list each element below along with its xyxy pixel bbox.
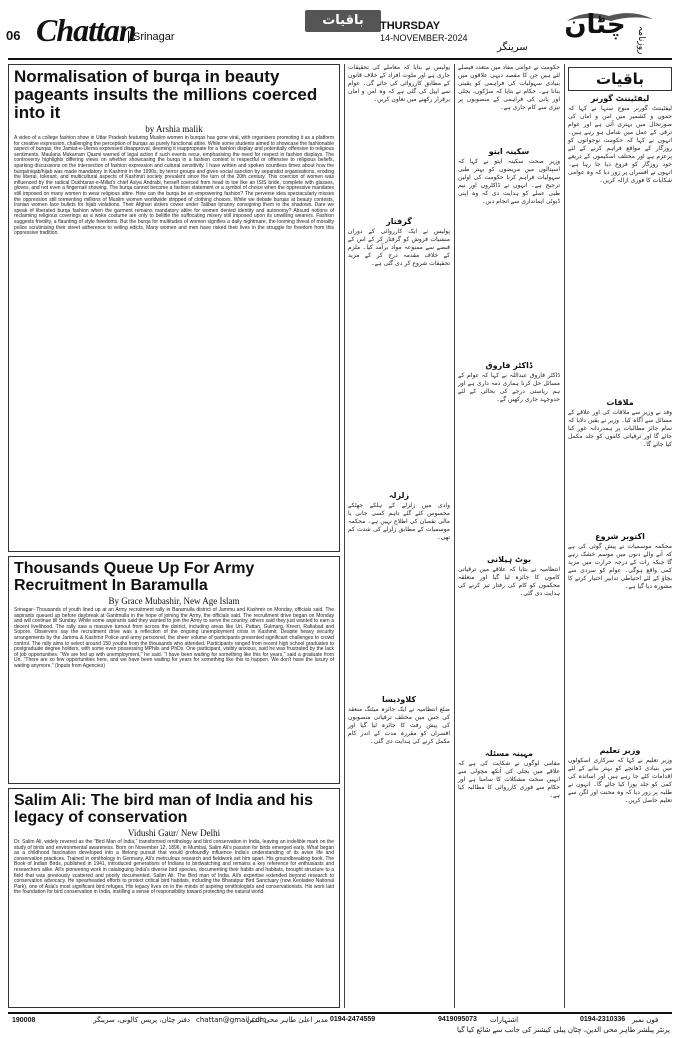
- masthead-day: THURSDAY: [380, 20, 441, 32]
- article-headline: Thousands Queue Up For Army Recruitment In Baramulla: [14, 560, 255, 594]
- footer-address: دفتر چٹان، پریس کالونی، سرینگر: [93, 1016, 190, 1024]
- urdu-text: پولیس نے بتایا کہ معاملے کی تحقیقات جاری ہے اور ملوث افراد کے خلاف قانون کے مطابق کارروائی کی جائے گی۔ عوام سے اپیل کی گئی ہے کہ وہ امن و امان برقرار رکھنے میں تعاون کریں۔: [348, 64, 450, 103]
- urdu-text: ڈاکٹر فاروق عبداللہ نے کہا کہ عوام کے مسائل حل کرنا ہماری ذمہ داری ہے اور ہم ریاستی درجے کی بحالی کے لئے جدوجہد جاری رکھیں گے۔: [458, 372, 560, 403]
- urdu-text: وادی میں زلزلے کے ہلکے جھٹکے محسوس کئے گئے تاہم کسی جانی یا مالی نقصان کی اطلاع نہیں ہے۔ محکمہ موسمیات کے مطابق زلزلے کی شدت کم تھی۔: [348, 502, 450, 541]
- urdu-subhead: اکتوبر شروع: [595, 532, 645, 541]
- article-burqa: [8, 64, 340, 552]
- footer-publisher: پرنٹر پبلشر طاہر محی الدین، چٹان پبلی کیشنز کی جانب سے شائع کیا گیا: [456, 1026, 670, 1034]
- urdu-text: پولیس نے ایک کارروائی کے دوران منشیات فروش کو گرفتار کر کے اس کے قبضے سے ممنوعہ مواد برآمد کیا۔ ملزم کے خلاف مقدمہ درج کر کے مزید تحقیقات شروع کر دی گئی ہے۔: [348, 228, 450, 267]
- daily-label-urdu: روزنامہ: [636, 26, 646, 55]
- urdu-text: لیفٹیننٹ گورنر منوج سنہا نے کہا کہ جموں و کشمیر میں امن و امان کی صورتحال میں بہتری آئی ہے اور عوام ترقی کے عمل میں شامل ہو رہے ہیں۔ انہوں نے کہا کہ حکومت نوجوانوں کو روزگار کے مواقع فراہم کرنے کے لئے پرعزم ہے اور مختلف اسکیموں کے ذریعے خود روزگار کو فروغ دیا جا رہا ہے۔ انہوں نے افسران پر زور دیا کہ وہ عوامی شکایات کا فوری ازالہ کریں۔: [568, 105, 672, 184]
- article-salim-ali: [8, 788, 340, 1008]
- urdu-section-tag: باقیات: [305, 10, 381, 32]
- urdu-subhead: بوٹ ہیلانی: [487, 555, 531, 564]
- urdu-subhead: وزیر تعلیم: [599, 746, 641, 755]
- article-body: A video of a college fashion show in Uttar Pradesh featuring Muslim women in burqas has gone viral, with organisers promoting it as a platform for creative expression, challenging the perception of burqas as purely functional attire. While some students aimed to showcase the fashionable aspect of burqas, the Jamiat-e-Ulema expressed disapproval, deeming it inappropriate for a fashion display and potentially offensive to religious sentiments. Maulana Mukarram Qasmi warned of legal action if such events recur, emphasising the need for respect in fashion displays. The controversy highlights differing views on whether showcasing the burqa in a fashion context is respectful or offensive to religious beliefs, sparking discussions on the intersection of fashion expression and cultural sensitivity. I have written and spoken countless times about how the burqa/niqab/hijab was made mandatory in Kashmir in the 1990s, by terror groups and given social sanction by separatist organisations, eroding the liberal, tolerant, and multicultural aspects of Kashmiri society prevalent since the turn of the 20th century. This coercion of women was influenced by the radical Dukhtaran-e-Millat's chief Asiya Andrabi, herself coerced from head to toe like an ISIS bride, complete with glasses, gloves, and not even a fingernail showing. The burqa cannot become a fashion statement or a symbol of choice when the oppressive mandates still imposed on many women to wear religious attire. How can the burqa be an empowering fashion? The perverse idea spectacularly misses the oppression still tormenting millions of Muslim women worldwide stripped of clothing choices. While we debate burqas at beauty contests, Iranian women face bullets for hijab violations. Their Afghan sisters cower under Taliban tyranny consigning them to the shadows. Dare we speak of liberated burqa fashion when the garment remains mandatory attire for women denied identity and autonomy? Absurd notions of reclaiming religious coverings as a woke costume are only to belittle the suffocating misery still imposed upon its unwilling wearers. Fashion suggests frivolity, a flaunting of style freedoms. But the burqa for multitudes of women signifies a daily nightmare, the looming threat of morality police scrutinising their street adherence to veiling edicts. Many women and men have risked their lives in the struggle for freedom from this oppressive tradition.: [14, 135, 334, 237]
- article-byline: by Arshia malik: [145, 124, 203, 134]
- urdu-brand-logo: چٹان: [564, 10, 626, 40]
- footer-phone-2: 9419095073: [438, 1016, 477, 1023]
- article-body: Srinagar- Thousands of youth lined up at an Army recruitment rally in Baramulla district of Jammu and Kashmir on Monday, officials said. The aspirants queued up before daybreak at Gantmulla in the hope of joining the Army, the officials said. The recruitment drive began on Monday and will continue till Sunday. While some aspirants said they wanted to join the Army to serve the country, others said they just wanted to earn a decent livelihood. The rally saw a massive turnout from across the district, including areas like Uri, Pattan, Gulmarg, Kreeri, Rafiabad and Sopore. Observers say the recruitment drive was a reflection of the ongoing unemployment crisis in Kashmir. Despite heavy security arrangements by the Jammu & Kashmir Police and army personnel, the sheer volume of participants presented significant challenges to crowd control. The rally aims to select around 150 youths from the thousands who attended. Participants ranged from recent high school graduates to postgraduate degree holders, with some even possessing MPhils and PhDs. One participant, visibly anxious, said he was frustrated by the lack of job opportunities. "We are fed up with unemployment," he said. "I have been waiting for something like this for years," said a graduate from Uri. "There are so few opportunities here, and we have been waiting for years for something like this to happen. We don't have the luxury of waiting anymore." (Inputs from Agencies): [14, 607, 334, 669]
- urdu-subhead: زلزلہ: [388, 491, 410, 500]
- article-byline: By Grace Mubashir, New Age Islam: [108, 596, 240, 606]
- footer-editor: مدیر اعلیٰ طاہر محی الدین: [246, 1016, 328, 1024]
- masthead-city: Srinagar: [128, 31, 175, 43]
- footer-phone-label: فون نمبر: [632, 1016, 659, 1024]
- urdu-subhead: لیفٹیننٹ گورنر: [590, 94, 650, 103]
- urdu-text: انتظامیہ نے بتایا کہ علاقے میں ترقیاتی کاموں کا جائزہ لیا گیا اور متعلقہ محکموں کو کام کی رفتار تیز کرنے کی ہدایت دی گئی۔: [458, 566, 560, 597]
- urdu-column-1: [568, 64, 672, 1008]
- page-number: 06: [6, 28, 21, 43]
- footer-pin: 190008: [12, 1017, 36, 1024]
- urdu-column-heading: باقیات: [568, 67, 672, 91]
- urdu-subhead: ڈاکٹر فاروق: [485, 361, 533, 370]
- urdu-text: محکمہ موسمیات نے پیش گوئی کی ہے کہ آنے والے دنوں میں موسم خشک رہے گا جبکہ رات کے درجہ حرارت میں مزید کمی واقع ہوگی۔ عوام کو سردی سے بچاؤ کے لئے احتیاطی تدابیر اختیار کرنے کا مشورہ دیا گیا ہے۔: [568, 543, 672, 590]
- urdu-subhead: ملاقات: [606, 398, 634, 407]
- article-army-recruitment: [8, 556, 340, 784]
- masthead-date: 14-NOVEMBER-2024: [380, 33, 468, 43]
- urdu-text: وزیر تعلیم نے کہا کہ سرکاری اسکولوں میں بنیادی ڈھانچے کو بہتر بنانے کے لئے اقدامات کئے جا رہے ہیں اور اساتذہ کی کمی کو جلد پورا کیا جائے گا۔ انہوں نے طلبہ پر زور دیا کہ وہ محنت اور لگن سے تعلیم حاصل کریں۔: [568, 757, 672, 804]
- article-byline: Vidushi Gaur/ New Delhi: [127, 828, 221, 838]
- footer-phone-1: 0194-2310336: [580, 1016, 626, 1023]
- masthead-city-urdu: سرینگر: [497, 42, 528, 53]
- english-brand-logo: Chattan: [36, 12, 136, 48]
- article-body: Dr. Salim Ali, widely revered as the "Bird Man of India," transformed ornithology and bird conservation in India, leaving an indelible mark on the study of birds and environmental awareness. Born on November 12, 1896, in Mumbai, Salim Ali's passion for birds emerged early. What began as a childhood fascination developed into a lifelong pursuit that would profoundly influence India's understanding of its avian life and conservation practices. Trained in ornithology in Germany, Ali's meticulous research and fieldwork set him apart. His groundbreaking book, The Book of Indian Birds, published in 1941, introduced generations of Indians to birdwatching and remains a key reference for enthusiasts and researchers alike. Ali's pioneering work in cataloguing India's diverse bird species, documenting their habits and habitats, brought structure to a field that was previously scattered and poorly documented. Salim Ali: The Bird man of India. Ali's expertise extended beyond research to conservation advocacy. He spearheaded efforts to protect critical bird habitats, including the Bharatpur Bird Sanctuary (now Keoladeo National Park), one of Asia's most significant bird refuges. His legacy lives on in the minds of aspiring ornithologists and conservationists. His work laid the foundation for bird conservation in India, instilling a sense of responsibility toward protecting the natural world.: [14, 839, 334, 896]
- urdu-text: وزیر صحت سکینہ ایتو نے کہا کہ اسپتالوں میں مریضوں کو بہتر طبی سہولیات فراہم کرنا حکومت کی اولین ترجیح ہے۔ انہوں نے ڈاکٹروں اور نیم طبی عملے کو ہدایت دی کہ وہ اپنی ڈیوٹی ایمانداری سے انجام دیں۔: [458, 158, 560, 205]
- footer-email: chattan@gmail.com: [196, 1016, 267, 1024]
- urdu-text: مقامی لوگوں نے شکایت کی ہے کہ علاقے میں بجلی کی آنکھ مچولی سے انہیں سخت مشکلات کا سامنا ہے اور حکام سے فوری کارروائی کا مطالبہ کیا ہے۔: [458, 760, 560, 799]
- footer-phone-3: 0194-2474559: [330, 1016, 376, 1023]
- article-headline: Normalisation of burqa in beauty pageants insults the millions coerced into it: [14, 67, 318, 122]
- urdu-column-3: [348, 64, 450, 1008]
- urdu-subhead: مہینہ مسئلہ: [485, 749, 533, 758]
- english-column: [8, 64, 340, 984]
- urdu-subhead: کلاودیسا: [382, 695, 416, 704]
- urdu-subhead: گرفتار: [386, 217, 412, 226]
- article-headline: Salim Ali: The bird man of India and his legacy of conservation: [14, 792, 313, 826]
- urdu-text: ضلع انتظامیہ نے ایک جائزہ میٹنگ منعقد کی جس میں مختلف ترقیاتی منصوبوں کی پیش رفت کا جائزہ لیا گیا اور افسران کو مقررہ مدت کے اندر کام مکمل کرنے کی ہدایت دی گئی۔: [348, 706, 450, 745]
- footer-ads-label: اشتہارات: [490, 1016, 519, 1024]
- urdu-text: وفد نے وزیر سے ملاقات کی اور علاقے کے مسائل سے آگاہ کیا۔ وزیر نے یقین دلایا کہ تمام جائز مطالبات پر ہمدردانہ غور کیا جائے گا اور ترقیاتی کاموں کو جلد مکمل کیا جائے گا۔: [568, 409, 672, 448]
- urdu-subhead: سکینہ ایتو: [488, 147, 530, 156]
- urdu-text: حکومت نے عوامی مفاد میں متعدد فیصلے لئے ہیں جن کا مقصد دیہی علاقوں میں بنیادی سہولیات کی فراہمی کو یقینی بنانا ہے۔ حکام نے بتایا کہ سڑکوں، بجلی اور پانی کی فراہمی کے منصوبوں پر تیزی سے کام جاری ہے۔: [458, 64, 560, 111]
- urdu-column-2: [458, 64, 560, 1008]
